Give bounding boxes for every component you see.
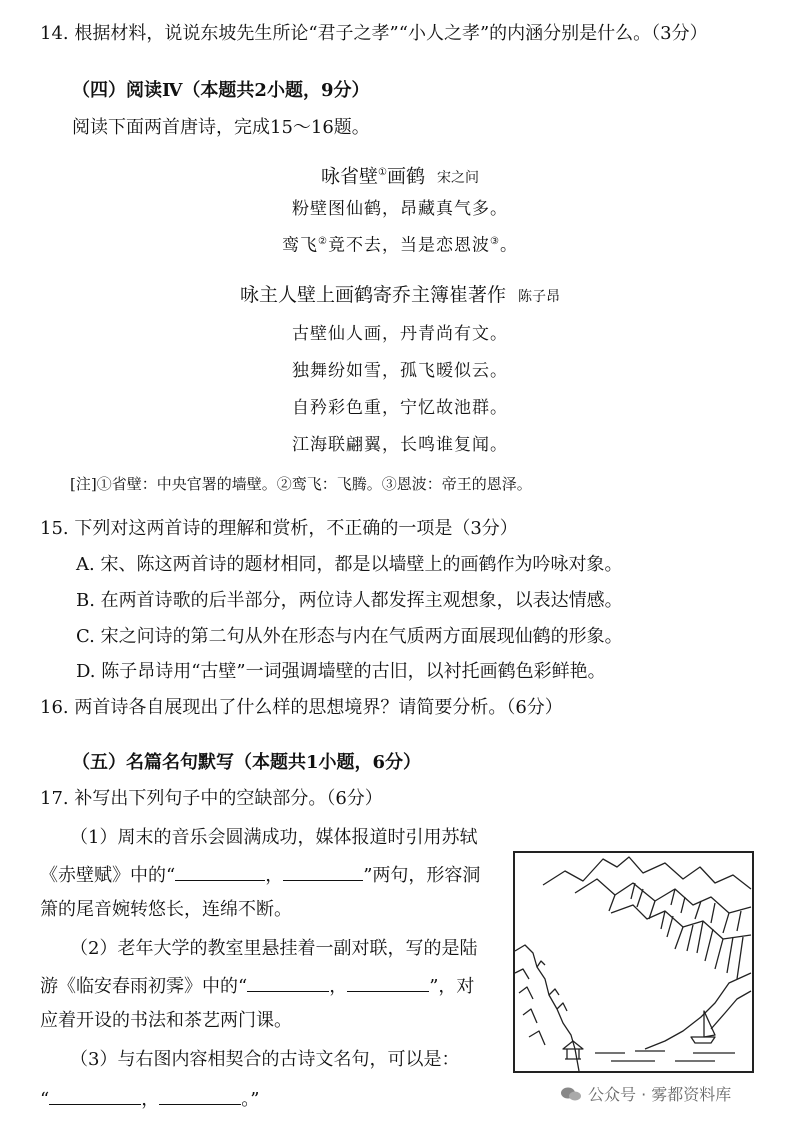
question-15-option-d: D. 陈子昂诗用“古壁”一词强调墙壁的古旧，以衬托画鹤色彩鲜艳。 — [76, 661, 606, 682]
answer-blank[interactable] — [159, 1086, 241, 1105]
question-17-part-2-line-1: （2）老年大学的教室里悬挂着一副对联，写的是陆 — [70, 938, 478, 959]
question-15-option-a: A. 宋、陈这两首诗的题材相同，都是以墙壁上的画鹤作为吟咏对象。 — [76, 554, 623, 575]
question-15-option-c: C. 宋之问诗的第二句从外在形态与内在气质两方面展现仙鹤的形象。 — [76, 626, 623, 647]
question-17-part-2-line-2: 游《临安春雨初霁》中的“ ， ”，对 — [40, 973, 474, 999]
watermark-text: 公众号 · 雾都资料库 — [588, 1085, 732, 1104]
answer-blank[interactable] — [347, 973, 429, 992]
answer-blank[interactable] — [175, 862, 265, 881]
question-16: 16. 两首诗各自展现出了什么样的思想境界？请简要分析。（6分） — [40, 697, 563, 718]
question-17-part-1-line-3: 箫的尾音婉转悠长，连绵不断。 — [40, 899, 292, 920]
poem-2-line-1: 古壁仙人画，丹青尚有文。 — [292, 324, 508, 344]
question-15-stem: 15. 下列对这两首诗的理解和赏析，不正确的一项是（3分） — [40, 518, 518, 539]
question-17-part-1-line-2: 《赤壁赋》中的“ ， ”两句，形容洞 — [40, 862, 480, 888]
question-17-part-2-line-3: 应着开设的书法和茶艺两门课。 — [40, 1010, 292, 1031]
landscape-illustration — [513, 851, 754, 1073]
poem-1-author: 宋之问 — [437, 170, 479, 187]
footnote-marker: ① — [378, 167, 387, 178]
section-4-heading: （四）阅读Ⅳ（本题共2小题，9分） — [72, 80, 370, 101]
section-5-heading: （五）名篇名句默写（本题共1小题，6分） — [72, 752, 422, 773]
answer-blank[interactable] — [247, 973, 329, 992]
poem-1-title: 咏省壁①画鹤 宋之问 — [321, 165, 479, 188]
mountain-sailboat-drawing — [515, 853, 752, 1071]
question-17-part-3-line-1: （3）与右图内容相契合的古诗文名句，可以是： — [70, 1049, 460, 1070]
watermark — [560, 1082, 731, 1105]
poem-1-line-2: 鸾飞②竟不去，当是恋恩波③。 — [282, 235, 518, 256]
question-17-part-3-line-2: “ ， 。” — [40, 1086, 259, 1112]
poem-2-line-3: 自矜彩色重，宁忆故池群。 — [292, 398, 508, 418]
question-17-stem: 17. 补写出下列句子中的空缺部分。（6分） — [40, 788, 383, 809]
question-17-part-1-line-1: （1）周末的音乐会圆满成功，媒体报道时引用苏轼 — [70, 827, 478, 848]
poem-2-line-4: 江海联翩翼，长鸣谁复闻。 — [292, 435, 508, 455]
footnote-marker: ② — [318, 236, 328, 247]
poem-2-title: 咏主人壁上画鹤寄乔主簿崔著作 陈子昂 — [239, 284, 560, 306]
section-4-intro: 阅读下面两首唐诗，完成15～16题。 — [72, 117, 370, 138]
answer-blank[interactable] — [283, 862, 363, 881]
question-14: 14. 根据材料，说说东坡先生所论“君子之孝”“小人之孝”的内涵分别是什么。（3分） — [40, 23, 708, 44]
wechat-icon — [560, 1086, 582, 1102]
footnote-marker: ③ — [490, 236, 500, 247]
poem-1-line-1: 粉壁图仙鹤，昂藏真气多。 — [292, 199, 508, 219]
poem-2-line-2: 独舞纷如雪，孤飞暧似云。 — [292, 361, 508, 381]
footnote: [注]①省壁：中央官署的墙壁。②鸾飞：飞腾。③恩波：帝王的恩泽。 — [70, 475, 532, 493]
poem-2-author: 陈子昂 — [518, 289, 560, 305]
answer-blank[interactable] — [49, 1086, 141, 1105]
question-15-option-b: B. 在两首诗歌的后半部分，两位诗人都发挥主观想象，以表达情感。 — [76, 590, 623, 611]
